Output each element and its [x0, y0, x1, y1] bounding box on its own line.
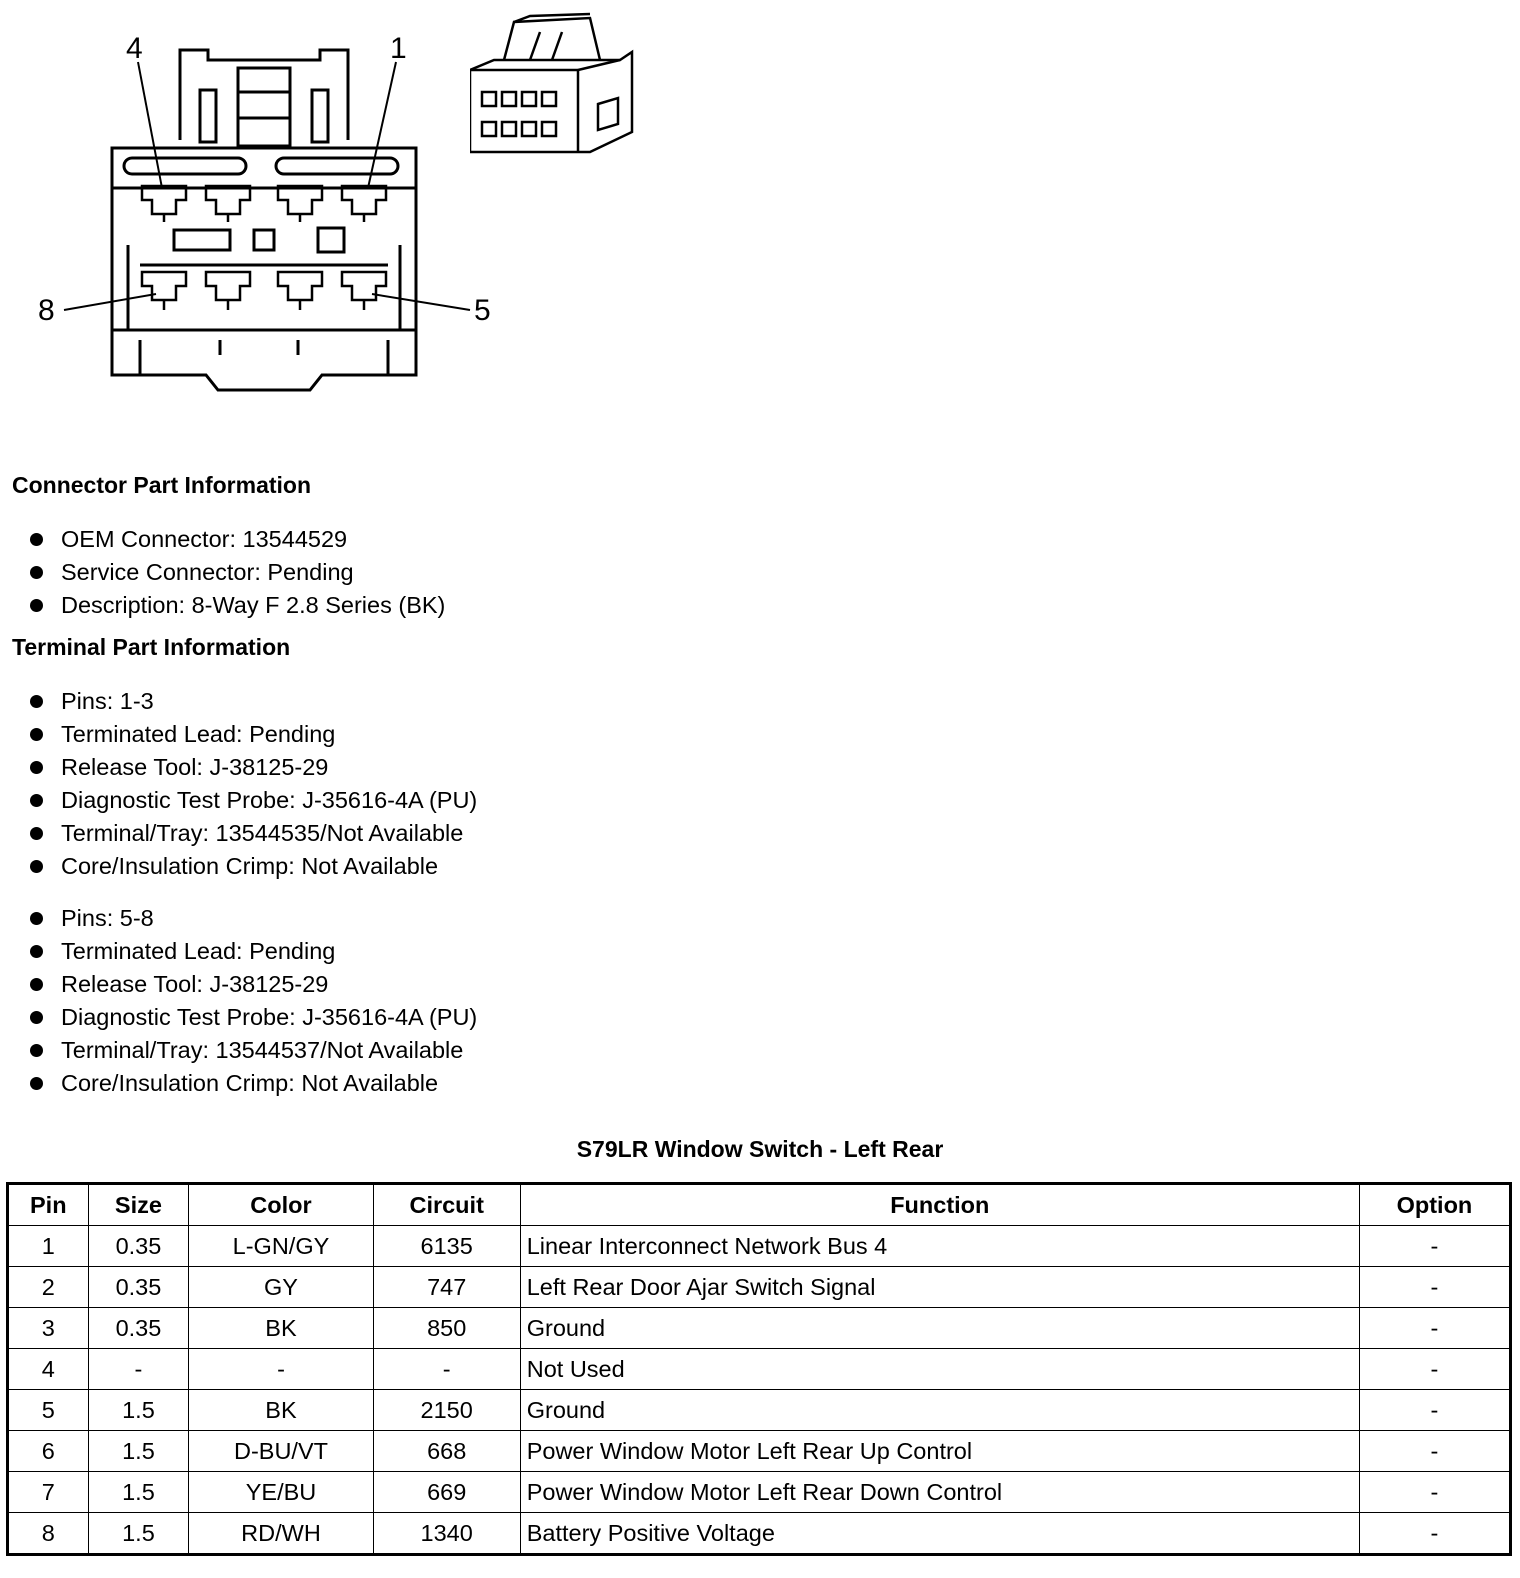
- cell-size: 1.5: [88, 1513, 189, 1555]
- cell-option: -: [1359, 1513, 1510, 1555]
- cell-size: 0.35: [88, 1308, 189, 1349]
- terminal-info-list-pins-5-8: [30, 902, 477, 1100]
- header-size: Size: [88, 1184, 189, 1226]
- cell-pin: 1: [8, 1226, 89, 1267]
- pinout-table: [6, 1182, 1512, 1556]
- cell-size: 0.35: [88, 1226, 189, 1267]
- header-pin: Pin: [8, 1184, 89, 1226]
- cell-function: Battery Positive Voltage: [520, 1513, 1359, 1555]
- cell-function: Ground: [520, 1390, 1359, 1431]
- cell-size: 1.5: [88, 1390, 189, 1431]
- header-function: Function: [520, 1184, 1359, 1226]
- cell-circuit: 1340: [373, 1513, 520, 1555]
- cell-option: -: [1359, 1349, 1510, 1390]
- cell-pin: 6: [8, 1431, 89, 1472]
- cell-option: -: [1359, 1431, 1510, 1472]
- cell-option: -: [1359, 1267, 1510, 1308]
- table-row: [8, 1226, 1511, 1267]
- cell-color: BK: [189, 1308, 373, 1349]
- pin-callout-5: 5: [474, 294, 491, 327]
- connector-face-diagram: [30, 10, 510, 400]
- list-item: Terminal/Tray: 13544535/Not Available: [30, 817, 477, 850]
- cell-option: -: [1359, 1472, 1510, 1513]
- cell-pin: 4: [8, 1349, 89, 1390]
- table-row: [8, 1390, 1511, 1431]
- cell-pin: 7: [8, 1472, 89, 1513]
- table-row: [8, 1267, 1511, 1308]
- cell-pin: 2: [8, 1267, 89, 1308]
- list-item: Terminated Lead: Pending: [30, 935, 477, 968]
- list-item: Pins: 5-8: [30, 902, 477, 935]
- cell-function: Linear Interconnect Network Bus 4: [520, 1226, 1359, 1267]
- connector-isometric-icon: [470, 12, 640, 162]
- cell-color: D-BU/VT: [189, 1431, 373, 1472]
- cell-option: -: [1359, 1308, 1510, 1349]
- list-item: Terminated Lead: Pending: [30, 718, 477, 751]
- list-item: OEM Connector: 13544529: [30, 523, 445, 556]
- cell-option: -: [1359, 1390, 1510, 1431]
- cell-color: L-GN/GY: [189, 1226, 373, 1267]
- header-option: Option: [1359, 1184, 1510, 1226]
- cell-function: Power Window Motor Left Rear Up Control: [520, 1431, 1359, 1472]
- terminal-info-list-pins-1-3: [30, 685, 477, 883]
- cell-size: 1.5: [88, 1472, 189, 1513]
- cell-size: -: [88, 1349, 189, 1390]
- cell-circuit: 6135: [373, 1226, 520, 1267]
- cell-pin: 3: [8, 1308, 89, 1349]
- cell-size: 0.35: [88, 1267, 189, 1308]
- list-item: Core/Insulation Crimp: Not Available: [30, 850, 477, 883]
- pin-callout-8: 8: [38, 294, 55, 327]
- cell-circuit: 850: [373, 1308, 520, 1349]
- table-header-row: [8, 1184, 1511, 1226]
- cell-circuit: 2150: [373, 1390, 520, 1431]
- cell-color: -: [189, 1349, 373, 1390]
- cell-size: 1.5: [88, 1431, 189, 1472]
- cell-circuit: 668: [373, 1431, 520, 1472]
- list-item: Diagnostic Test Probe: J-35616-4A (PU): [30, 784, 477, 817]
- terminal-info-title: Terminal Part Information: [12, 634, 291, 660]
- list-item: Terminal/Tray: 13544537/Not Available: [30, 1034, 477, 1067]
- list-item: Description: 8-Way F 2.8 Series (BK): [30, 589, 445, 622]
- pinout-table-title: S79LR Window Switch - Left Rear: [576, 1136, 944, 1162]
- connector-info-list: [30, 523, 445, 622]
- cell-function: Power Window Motor Left Rear Down Control: [520, 1472, 1359, 1513]
- list-item: Service Connector: Pending: [30, 556, 445, 589]
- header-color: Color: [189, 1184, 373, 1226]
- pin-callout-4: 4: [126, 32, 143, 65]
- cell-function: Left Rear Door Ajar Switch Signal: [520, 1267, 1359, 1308]
- header-circuit: Circuit: [373, 1184, 520, 1226]
- table-row: [8, 1472, 1511, 1513]
- cell-pin: 8: [8, 1513, 89, 1555]
- cell-option: -: [1359, 1226, 1510, 1267]
- list-item: Core/Insulation Crimp: Not Available: [30, 1067, 477, 1100]
- list-item: Diagnostic Test Probe: J-35616-4A (PU): [30, 1001, 477, 1034]
- connector-info-title: Connector Part Information: [12, 472, 312, 498]
- cell-color: RD/WH: [189, 1513, 373, 1555]
- cell-circuit: -: [373, 1349, 520, 1390]
- cell-color: YE/BU: [189, 1472, 373, 1513]
- cell-circuit: 747: [373, 1267, 520, 1308]
- list-item: Pins: 1-3: [30, 685, 477, 718]
- table-row: [8, 1513, 1511, 1555]
- cell-function: Ground: [520, 1308, 1359, 1349]
- table-row: [8, 1431, 1511, 1472]
- list-item: Release Tool: J-38125-29: [30, 968, 477, 1001]
- pin-callout-1: 1: [390, 32, 407, 65]
- table-row: [8, 1349, 1511, 1390]
- cell-pin: 5: [8, 1390, 89, 1431]
- cell-color: BK: [189, 1390, 373, 1431]
- table-row: [8, 1308, 1511, 1349]
- cell-function: Not Used: [520, 1349, 1359, 1390]
- list-item: Release Tool: J-38125-29: [30, 751, 477, 784]
- cell-circuit: 669: [373, 1472, 520, 1513]
- cell-color: GY: [189, 1267, 373, 1308]
